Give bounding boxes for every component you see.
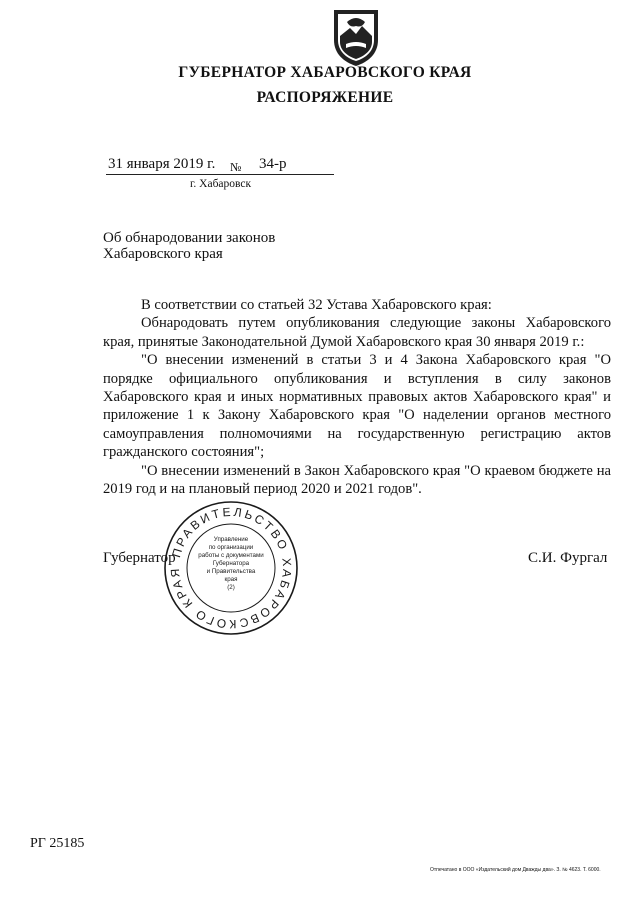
- coat-of-arms-emblem: [326, 6, 386, 68]
- stamp-line: Губернатора: [212, 560, 250, 567]
- body-paragraph-law-1: "О внесении изменений в статьи 3 и 4 Закона Хабаровского края "О порядке официального опубликования и вступления в силу законов Хабаровского края и иных нормативных правовых актов Хабаровского края" и приложение 1 к Закону Хабаровского края "О наделении органов местного самоуправления полномочиями на государственную регистрацию актов гражданского состояния";: [103, 352, 611, 461]
- registration-number: РГ 25185: [30, 836, 85, 851]
- stamp-line: работы с документами: [198, 552, 264, 559]
- stamp-line: по организации: [208, 544, 254, 551]
- city: г. Хабаровск: [190, 178, 252, 190]
- print-imprint: Отпечатано в ООО «Издательский дом Дважды два». З. № 4623. Т. 6000.: [430, 867, 601, 873]
- stamp-line: и Правительства: [206, 568, 256, 575]
- document-body: [103, 296, 611, 498]
- stamp-line: Управление: [213, 536, 249, 543]
- official-stamp: [160, 497, 302, 639]
- signatory-title: Губернатор: [103, 550, 176, 566]
- subject-line-2: Хабаровского края: [103, 246, 223, 262]
- body-paragraph-basis: В соответствии со статьей 32 Устава Хабаровского края:: [141, 297, 492, 313]
- document-number: 34-р: [259, 156, 287, 172]
- stamp-line: края: [224, 576, 238, 583]
- number-sign: №: [230, 160, 242, 174]
- subject-line-1: Об обнародовании законов: [103, 230, 276, 246]
- date-number-underline: [106, 174, 334, 175]
- document-subject: [103, 230, 275, 262]
- issuer-title: ГУБЕРНАТОР ХАБАРОВСКОГО КРАЯ: [178, 64, 472, 81]
- document-type: РАСПОРЯЖЕНИЕ: [256, 89, 394, 106]
- signatory-name: С.И. Фургал: [528, 550, 608, 566]
- body-paragraph-order: Обнародовать путем опубликования следующие законы Хабаровского края, принятые Законодательной Думой Хабаровского края 30 января 2019 г.:: [103, 315, 611, 350]
- document-date: 31 января 2019 г.: [108, 156, 216, 172]
- body-paragraph-law-2: "О внесении изменений в Закон Хабаровского края "О краевом бюджете на 2019 год и на плановый период 2020 и 2021 годов".: [103, 462, 611, 498]
- stamp-outer-text: ПРАВИТЕЛЬСТВО ХАБАРОВСКОГО КРАЯ: [167, 504, 295, 632]
- stamp-line: (2): [227, 584, 235, 591]
